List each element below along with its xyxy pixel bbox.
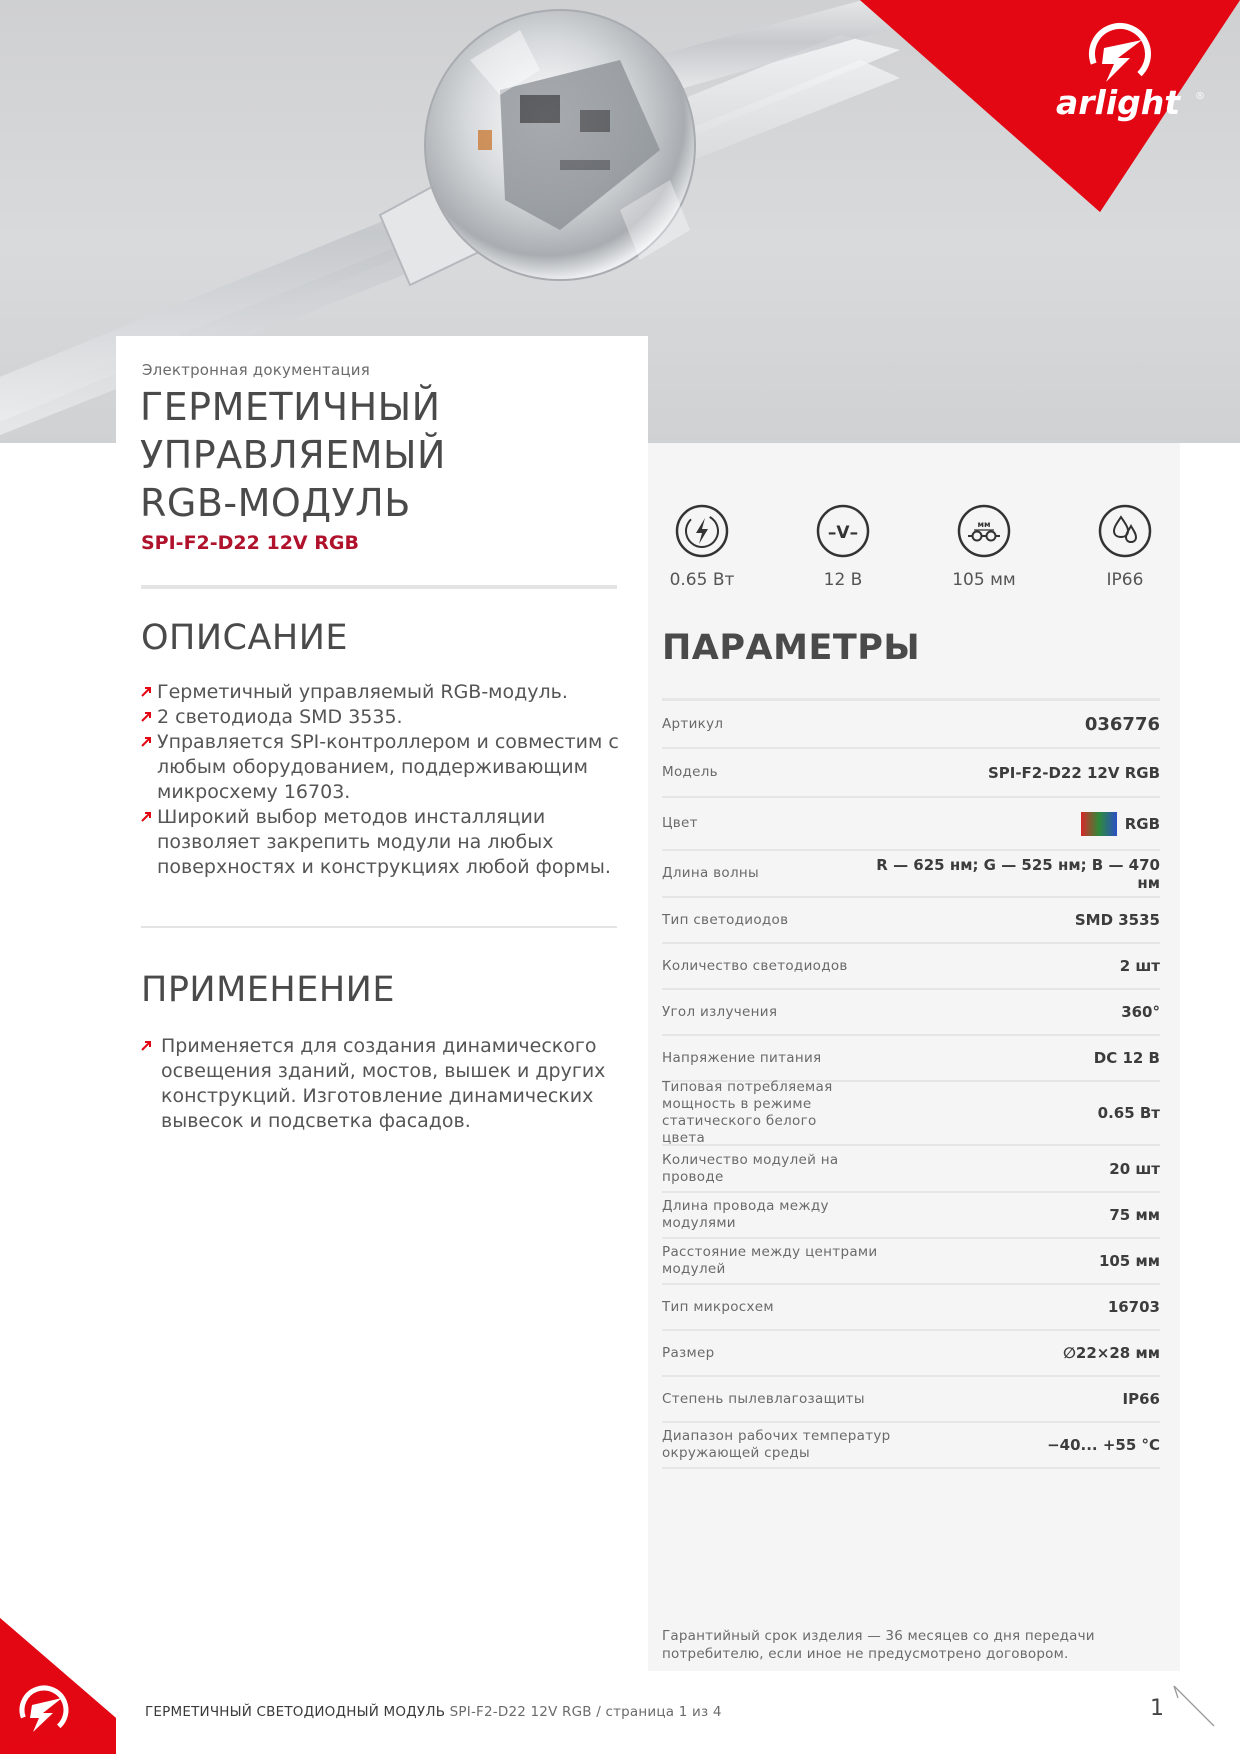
arrow-bullet-icon	[141, 711, 152, 722]
rgb-color-swatch	[1081, 812, 1117, 836]
param-label: Цвет	[662, 815, 698, 831]
table-row	[662, 1239, 1160, 1285]
param-value: 036776	[1084, 713, 1160, 735]
param-label: Угол излучения	[662, 1003, 778, 1020]
param-value: SMD 3535	[1074, 911, 1160, 929]
table-row	[662, 1146, 1160, 1193]
param-label: Длина провода между модулями	[662, 1198, 829, 1231]
application-heading: ПРИМЕНЕНИЕ	[141, 970, 395, 1010]
ip-rating-value: IP66	[1106, 570, 1144, 590]
description-heading: ОПИСАНИЕ	[141, 618, 349, 658]
divider	[141, 926, 617, 928]
footer-title: ГЕРМЕТИЧНЫЙ СВЕТОДИОДНЫЙ МОДУЛЬ SPI-F2-D22 12V RGB / страница 1 из 4	[145, 1704, 722, 1720]
svg-text:мм: мм	[977, 520, 991, 529]
param-label: Степень пылевлагозащиты	[662, 1390, 865, 1407]
table-row	[662, 990, 1160, 1036]
param-value: 16703	[1107, 1298, 1160, 1316]
param-value: 0.65 Вт	[1097, 1104, 1160, 1122]
waterproof-icon	[1098, 504, 1152, 558]
arrow-bullet-icon	[141, 811, 152, 822]
table-row	[662, 798, 1160, 851]
table-row	[662, 1036, 1160, 1082]
param-value: 105 мм	[1098, 1252, 1160, 1270]
table-row	[662, 1193, 1160, 1239]
page-title: ГЕРМЕТИЧНЫЙ УПРАВЛЯЕМЫЙ RGB-МОДУЛЬ	[140, 385, 446, 525]
description-list	[141, 680, 621, 880]
voltage-value: 12 В	[823, 570, 863, 590]
pitch-icon	[957, 504, 1011, 558]
arrow-bullet-icon	[141, 1040, 152, 1051]
param-value: IP66	[1122, 1390, 1160, 1408]
eyebrow-label: Электронная документация	[142, 361, 370, 379]
param-label: Длина волны	[662, 865, 759, 881]
param-value: RGB	[1081, 812, 1160, 836]
param-label: Тип светодиодов	[662, 911, 789, 928]
list-item: Применяется для создания динамического освещения зданий, мостов, вышек и других конструкций. Изготовление динамических вывесок и подсветка фасадов.	[141, 1034, 611, 1134]
brand-name: arlight	[1055, 83, 1181, 122]
brand-logo	[860, 0, 1240, 212]
table-row	[662, 1285, 1160, 1331]
param-value: −40... +55 °С	[1047, 1436, 1160, 1454]
list-item: Широкий выбор методов инсталляции позволяет закрепить модули на любых поверхностях и конструкциях любой формы.	[141, 805, 621, 880]
table-row	[662, 701, 1160, 749]
param-value: DC 12 В	[1093, 1049, 1160, 1067]
table-row	[662, 749, 1160, 798]
param-value: 360°	[1121, 1003, 1160, 1021]
application-list	[141, 1034, 611, 1134]
power-icon	[675, 504, 729, 558]
table-row	[662, 1331, 1160, 1377]
param-value: 75 мм	[1109, 1206, 1160, 1224]
pitch-value: 105 мм	[952, 570, 1016, 590]
power-value: 0.65 Вт	[669, 570, 735, 590]
table-row	[662, 1079, 1160, 1146]
divider	[141, 585, 617, 589]
param-value: 2 шт	[1119, 957, 1160, 975]
param-value: ∅22×28 мм	[1063, 1344, 1160, 1362]
page-number: 1	[1150, 1696, 1164, 1721]
table-row	[662, 1423, 1160, 1469]
param-label: Тип микросхем	[662, 1298, 774, 1315]
list-item: Герметичный управляемый RGB-модуль.	[141, 680, 621, 705]
param-value: SPI-F2-D22 12V RGB	[987, 763, 1160, 782]
page-corner-icon	[1172, 1684, 1216, 1728]
table-row	[662, 1377, 1160, 1423]
warranty-note: Гарантийный срок изделия — 36 месяцев со дня передачи потребителю, если иное не предусмотрено договором.	[662, 1628, 1095, 1662]
param-label: Диапазон рабочих температур окружающей среды	[662, 1428, 891, 1461]
voltage-icon	[816, 504, 870, 558]
table-row	[662, 898, 1160, 944]
param-label: Типовая потребляемая мощность в режиме статического белого цвета	[662, 1079, 833, 1146]
svg-text:–V–: –V–	[827, 523, 859, 543]
table-row	[662, 944, 1160, 990]
param-value: R — 625 нм; G — 525 нм; B — 470 нм	[876, 855, 1160, 892]
param-label: Напряжение питания	[662, 1049, 822, 1066]
arrow-bullet-icon	[141, 686, 152, 697]
list-item: 2 светодиода SMD 3535.	[141, 705, 621, 730]
registered-mark: ®	[1195, 91, 1205, 102]
param-label: Артикул	[662, 715, 724, 732]
param-label: Размер	[662, 1344, 715, 1361]
parameters-heading: ПАРАМЕТРЫ	[662, 628, 921, 668]
param-value: 20 шт	[1109, 1159, 1160, 1178]
param-label: Количество модулей на проводе	[662, 1151, 839, 1185]
model-subtitle: SPI-F2-D22 12V RGB	[141, 532, 359, 554]
table-row	[662, 851, 1160, 898]
param-label: Модель	[662, 764, 718, 780]
param-label: Расстояние между центрами модулей	[662, 1244, 878, 1277]
footer-logo	[0, 1618, 116, 1754]
param-label: Количество светодиодов	[662, 957, 848, 974]
arrow-bullet-icon	[141, 736, 152, 747]
list-item: Управляется SPI-контроллером и совместим с любым оборудованием, поддерживающим микросхему 16703.	[141, 730, 621, 805]
